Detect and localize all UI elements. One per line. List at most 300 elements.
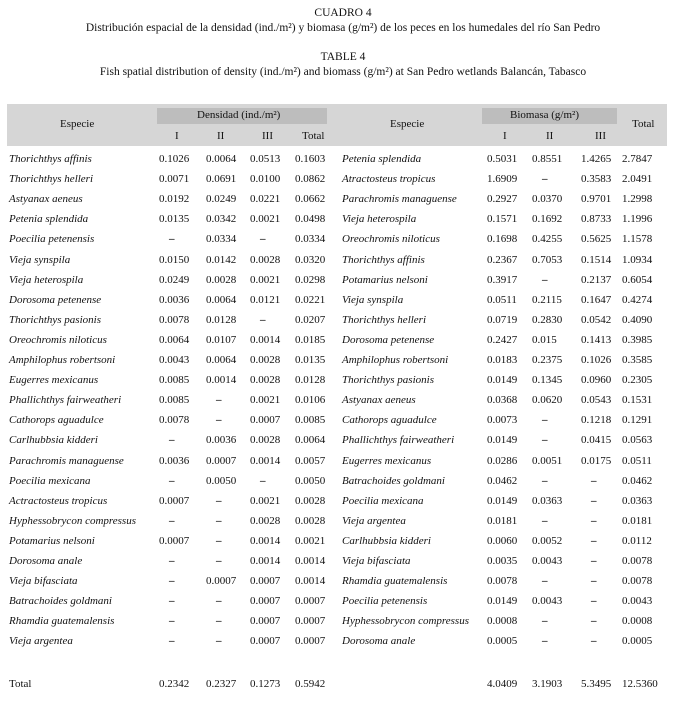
density-value-cell: 0.0050 [206, 474, 237, 487]
density-species-name: Oreochromis niloticus [9, 333, 107, 346]
density-value-cell: 0.0128 [295, 374, 326, 387]
density-value-cell: 0.0498 [295, 213, 326, 226]
biomass-species-name: Eugerres mexicanus [342, 454, 432, 467]
table-row [7, 410, 667, 430]
table-caption [0, 6, 686, 80]
density-value-cell: – [216, 555, 222, 567]
biomass-value-cell: – [542, 273, 548, 286]
biomass-value-cell: 0.0043 [622, 595, 653, 608]
biomass-species-name: Astyanax aeneus [342, 394, 416, 407]
density-value-cell: 0.0064 [206, 293, 237, 306]
density-value-cell: 0.0862 [295, 173, 326, 186]
density-value-cell: – [169, 233, 175, 246]
caption-es-label: CUADRO 4 [314, 7, 372, 19]
totals-label: Total [9, 678, 32, 690]
density-value-cell: 0.0249 [206, 193, 237, 206]
biomass-value-cell: 0.0415 [581, 434, 612, 447]
density-value-cell: 0.0221 [250, 193, 281, 206]
density-value-cell: 0.0298 [295, 273, 326, 286]
biomass-species-name: Amphilophus robertsoni [342, 354, 449, 366]
density-value-cell: 0.0007 [206, 454, 237, 467]
header-d-col-1: I [175, 130, 179, 142]
biomass-value-cell: 1.1996 [622, 213, 653, 226]
table-row [7, 571, 667, 591]
biomass-value-cell: – [591, 534, 597, 547]
biomass-species-name: Thorichthys helleri [342, 313, 427, 326]
density-species-name: Parachromis managuense [9, 454, 124, 467]
density-value-cell: 0.0085 [159, 374, 190, 387]
biomass-value-cell: 0.1571 [487, 213, 518, 226]
biomass-value-cell: 0.0370 [532, 193, 563, 206]
density-value-cell: 0.0050 [295, 474, 326, 487]
biomass-species-name: Cathorops aguadulce [342, 414, 437, 427]
biomass-value-cell: 0.0078 [622, 575, 653, 588]
density-species-name: Batrachoides goldmani [9, 595, 112, 608]
density-value-cell: 0.0207 [295, 313, 326, 326]
density-species-name: Cathorops aguadulce [9, 414, 104, 427]
density-species-name: Thorichthys helleri [9, 173, 94, 186]
biomass-value-cell: 0.0008 [487, 615, 518, 628]
biomass-value-cell: 0.3985 [622, 333, 653, 346]
density-value-cell: 0.0028 [250, 514, 281, 527]
biomass-value-cell: 0.1531 [622, 394, 653, 407]
density-value-cell: – [216, 394, 222, 407]
density-species-name: Carlhubbsia kidderi [9, 434, 98, 447]
density-species-name: Vieja argentea [9, 635, 73, 648]
density-value-cell: 0.0014 [250, 534, 281, 547]
biomass-value-cell: 0.015 [532, 333, 557, 346]
header-d-col-2: II [217, 130, 225, 142]
biomass-species-name: Hyphessobrycon compressus [342, 615, 469, 628]
table-row [7, 611, 667, 631]
biomass-species-name: Potamarius nelsoni [342, 273, 428, 286]
biomass-value-cell: 0.0511 [487, 293, 517, 306]
density-value-cell: 0.0014 [206, 374, 237, 387]
biomass-species-name: Carlhubbsia kidderi [342, 534, 431, 547]
biomass-value-cell: 2.7847 [622, 153, 653, 165]
biomass-species-name: Vieja synspila [342, 293, 404, 306]
biomass-value-cell: – [542, 173, 548, 186]
density-value-cell: 0.0028 [295, 514, 326, 527]
biomass-species-name: Thorichthys pasionis [342, 374, 434, 387]
biomass-species-name: Parachromis managuense [342, 193, 457, 206]
density-value-cell: 0.0249 [159, 273, 190, 286]
biomass-value-cell: 0.0368 [487, 394, 518, 407]
biomass-value-cell: 0.0563 [622, 434, 653, 447]
biomass-value-cell: 0.0183 [487, 354, 518, 366]
biomass-value-cell: 0.0008 [622, 615, 653, 628]
biomass-value-cell: 0.0112 [622, 534, 652, 547]
density-value-cell: – [216, 494, 222, 507]
density-value-cell: 0.0064 [159, 333, 190, 346]
total-density-1: 0.2342 [159, 678, 190, 690]
density-value-cell: 0.0057 [295, 454, 326, 467]
biomass-value-cell: 0.0149 [487, 374, 518, 387]
density-species-name: Dorosoma anale [9, 555, 83, 567]
table-row [7, 471, 667, 491]
biomass-value-cell: 0.0060 [487, 534, 518, 547]
biomass-value-cell: 0.0543 [581, 394, 612, 407]
biomass-value-cell: 0.0149 [487, 494, 518, 507]
density-value-cell: 0.0662 [295, 193, 326, 206]
header-biomasa: Biomasa (g/m²) [510, 109, 579, 121]
total-density-2: 0.2327 [206, 678, 237, 690]
biomass-value-cell: 0.2830 [532, 313, 563, 326]
density-value-cell: 0.0085 [295, 414, 326, 427]
biomass-value-cell: 0.0620 [532, 394, 563, 407]
density-value-cell: 0.0107 [206, 333, 237, 346]
header-especie-right: Especie [390, 118, 425, 130]
biomass-species-name: Dorosoma anale [342, 635, 416, 648]
biomass-value-cell: 0.0960 [581, 374, 612, 387]
table-row [7, 169, 667, 189]
biomass-value-cell: 0.2375 [532, 354, 563, 366]
density-value-cell: – [260, 474, 266, 487]
biomass-value-cell: 0.3583 [581, 173, 612, 186]
biomass-value-cell: 0.0286 [487, 454, 518, 467]
table-row [7, 149, 667, 169]
density-species-name: Eugerres mexicanus [9, 374, 99, 387]
header-especie-left: Especie [60, 118, 95, 130]
density-species-name: Potamarius nelsoni [9, 534, 95, 547]
table-row [7, 250, 667, 270]
table-row [7, 370, 667, 390]
biomass-value-cell: 0.9701 [581, 193, 612, 206]
density-value-cell: 0.0014 [250, 333, 281, 346]
biomass-value-cell: – [591, 514, 597, 527]
biomass-value-cell: 0.0175 [581, 454, 612, 467]
biomass-species-name: Dorosoma petenense [342, 333, 435, 346]
biomass-value-cell: 0.0363 [622, 494, 653, 507]
biomass-value-cell: – [542, 474, 548, 487]
biomass-value-cell: 0.0462 [622, 474, 653, 487]
biomass-value-cell: 0.1291 [622, 414, 653, 427]
biomass-value-cell: 0.0149 [487, 434, 518, 447]
biomass-value-cell: 0.1647 [581, 293, 612, 306]
density-value-cell: 0.0192 [159, 193, 190, 206]
density-value-cell: 0.0028 [206, 273, 237, 286]
biomass-value-cell: 0.2927 [487, 193, 518, 206]
density-value-cell: 0.0513 [250, 153, 281, 165]
density-species-name: Astyanax aeneus [9, 193, 83, 206]
density-value-cell: 0.0007 [250, 414, 281, 427]
density-value-cell: – [169, 514, 175, 527]
biomass-value-cell: – [542, 615, 548, 628]
density-value-cell: 0.0021 [295, 534, 326, 547]
density-value-cell: 0.0007 [206, 575, 237, 588]
density-value-cell: 0.0064 [206, 153, 237, 165]
biomass-value-cell: – [591, 474, 597, 487]
density-value-cell: – [169, 575, 175, 588]
biomass-species-name: Oreochromis niloticus [342, 233, 440, 246]
density-value-cell: 0.0007 [250, 635, 281, 648]
table-header [7, 104, 667, 146]
density-value-cell: – [216, 595, 222, 608]
density-value-cell: 0.0142 [206, 253, 237, 266]
biomass-value-cell: 0.0462 [487, 474, 518, 487]
density-value-cell: 0.0007 [295, 595, 326, 608]
biomass-value-cell: – [591, 615, 597, 628]
biomass-value-cell: 0.1514 [581, 253, 612, 266]
density-value-cell: – [169, 434, 175, 447]
header-d-col-total: Total [302, 130, 325, 142]
header-densidad: Densidad (ind./m²) [197, 109, 281, 121]
density-value-cell: 0.0007 [159, 494, 190, 507]
total-density-3: 0.1273 [250, 678, 281, 690]
density-value-cell: – [260, 313, 266, 326]
density-value-cell: 0.0064 [295, 434, 326, 447]
density-species-name: Rhamdia guatemalensis [9, 615, 115, 628]
density-value-cell: – [169, 635, 175, 648]
biomass-value-cell: 0.0005 [622, 635, 653, 648]
biomass-species-name: Poecilia petenensis [342, 595, 428, 608]
biomass-species-name: Atractosteus tropicus [342, 173, 436, 186]
density-value-cell: 0.0334 [206, 233, 237, 246]
table-row [7, 551, 667, 571]
density-value-cell: 0.0021 [250, 394, 281, 407]
biomass-value-cell: 0.0511 [622, 454, 652, 467]
density-value-cell: 0.0036 [159, 293, 190, 306]
density-value-cell: – [216, 514, 222, 527]
biomass-value-cell: 0.0719 [487, 313, 518, 326]
biomass-species-name: Poecilia mexicana [342, 494, 424, 507]
density-value-cell: 0.0100 [250, 173, 281, 186]
biomass-value-cell: – [591, 555, 597, 567]
density-value-cell: 0.0221 [295, 293, 326, 306]
density-value-cell: – [216, 414, 222, 427]
biomass-value-cell: 0.0542 [581, 313, 612, 326]
density-value-cell: 0.0085 [159, 394, 190, 407]
density-value-cell: – [216, 615, 222, 628]
biomass-value-cell: 0.4090 [622, 313, 653, 326]
biomass-species-name: Phallichthys fairweatheri [342, 434, 455, 447]
biomass-value-cell: 0.5031 [487, 153, 518, 165]
density-value-cell: 0.0334 [295, 233, 326, 246]
biomass-value-cell: 0.0181 [487, 514, 518, 527]
biomass-value-cell: 0.8733 [581, 213, 612, 226]
table-row [7, 290, 667, 310]
header-d-col-3: III [262, 130, 273, 142]
density-value-cell: 0.1603 [295, 153, 326, 165]
table-row [7, 591, 667, 611]
density-value-cell: 0.0135 [159, 213, 190, 226]
table-row [7, 511, 667, 531]
biomass-species-name: Vieja bifasciata [342, 555, 411, 567]
biomass-value-cell: – [591, 595, 597, 608]
density-value-cell: 0.0028 [250, 434, 281, 447]
biomass-value-cell: – [542, 434, 548, 447]
biomass-value-cell: 0.0005 [487, 635, 518, 648]
table-row [7, 491, 667, 511]
biomass-species-name: Rhamdia guatemalensis [342, 575, 448, 588]
density-value-cell: 0.0007 [159, 534, 190, 547]
density-species-name: Vieja bifasciata [9, 575, 78, 588]
density-value-cell: 0.0014 [250, 555, 281, 567]
density-value-cell: 0.0007 [295, 635, 326, 648]
total-biomass-sum: 12.5360 [622, 678, 658, 690]
density-value-cell: 0.1026 [159, 153, 190, 165]
header-b-col-total: Total [632, 118, 655, 130]
density-species-name: Poecilia petenensis [9, 233, 95, 246]
density-value-cell: 0.0150 [159, 253, 190, 266]
density-value-cell: 0.0021 [250, 494, 281, 507]
biomass-value-cell: 0.5625 [581, 233, 612, 246]
density-value-cell: – [169, 474, 175, 487]
caption-en-title: Fish spatial distribution of density (ind./m²) and biomass (g/m²) at San Pedro wetlands Balancán, Tabasco [99, 66, 587, 78]
density-species-name: Thorichthys pasionis [9, 313, 101, 326]
density-species-name: Vieja heterospila [9, 273, 84, 286]
density-value-cell: 0.0028 [295, 494, 326, 507]
biomass-value-cell: – [542, 575, 548, 588]
density-value-cell: – [169, 595, 175, 608]
total-density-sum: 0.5942 [295, 678, 326, 690]
density-value-cell: 0.0106 [295, 394, 326, 407]
table-row [7, 229, 667, 249]
density-value-cell: 0.0135 [295, 354, 326, 366]
header-b-col-2: II [546, 130, 554, 142]
density-value-cell: 0.0014 [295, 555, 326, 567]
density-value-cell: 0.0007 [250, 615, 281, 628]
density-value-cell: 0.0320 [295, 253, 326, 266]
table-row [7, 451, 667, 471]
biomass-value-cell: 0.0043 [532, 555, 563, 567]
biomass-value-cell: – [591, 494, 597, 507]
biomass-value-cell: 0.2367 [487, 253, 518, 266]
density-value-cell: 0.0342 [206, 213, 237, 226]
density-value-cell: 0.0028 [250, 374, 281, 387]
table-row [7, 189, 667, 209]
density-value-cell: 0.0014 [250, 454, 281, 467]
biomass-value-cell: 0.3917 [487, 273, 518, 286]
density-value-cell: – [169, 615, 175, 628]
caption-en-label: TABLE 4 [320, 51, 366, 63]
biomass-value-cell: 0.0078 [487, 575, 518, 588]
biomass-value-cell: 0.0051 [532, 454, 563, 467]
biomass-value-cell: 0.2115 [532, 293, 562, 306]
biomass-value-cell: 0.0181 [622, 514, 653, 527]
density-species-name: Amphilophus robertsoni [9, 354, 116, 366]
biomass-value-cell: 2.0491 [622, 173, 653, 186]
caption-es-title: Distribución espacial de la densidad (ind./m²) y biomasa (g/m²) de los peces en los humedales del río San Pedro [85, 22, 601, 34]
density-value-cell: – [260, 233, 266, 246]
density-value-cell: 0.0078 [159, 313, 190, 326]
biomass-value-cell: 0.3585 [622, 354, 653, 366]
density-value-cell: – [216, 635, 222, 648]
density-value-cell: 0.0007 [295, 615, 326, 628]
density-species-name: Thorichthys affinis [9, 153, 92, 165]
density-species-name: Dorosoma petenense [9, 293, 102, 306]
table-row [7, 531, 667, 551]
biomass-value-cell: 0.1413 [581, 333, 612, 346]
density-value-cell: 0.0185 [295, 333, 326, 346]
biomass-value-cell: – [542, 414, 548, 427]
density-value-cell: 0.0078 [159, 414, 190, 427]
biomass-species-name: Batrachoides goldmani [342, 474, 445, 487]
density-value-cell: 0.0064 [206, 354, 237, 366]
biomass-value-cell: 1.0934 [622, 253, 653, 266]
biomass-value-cell: 0.0043 [532, 595, 563, 608]
totals-row [7, 674, 667, 694]
biomass-value-cell: 0.4274 [622, 293, 653, 306]
biomass-species-name: Vieja heterospila [342, 213, 417, 226]
table-row [7, 631, 667, 651]
biomass-value-cell: 1.6909 [487, 173, 518, 186]
table-row [7, 270, 667, 290]
biomass-value-cell: 0.4255 [532, 233, 563, 246]
total-biomass-2: 3.1903 [532, 678, 563, 690]
biomass-species-name: Thorichthys affinis [342, 253, 425, 266]
biomass-value-cell: 0.2137 [581, 273, 612, 286]
biomass-value-cell: – [591, 635, 597, 648]
density-species-name: Phallichthys fairweatheri [9, 394, 122, 407]
density-value-cell: 0.0021 [250, 273, 281, 286]
density-species-name: Petenia splendida [9, 213, 89, 226]
density-value-cell: 0.0121 [250, 293, 281, 306]
table-row [7, 350, 667, 370]
table-row [7, 310, 667, 330]
biomass-value-cell: 0.0149 [487, 595, 518, 608]
density-value-cell: 0.0071 [159, 173, 190, 186]
biomass-value-cell: 0.0052 [532, 534, 563, 547]
density-value-cell: 0.0021 [250, 213, 281, 226]
density-value-cell: 0.0007 [250, 595, 281, 608]
biomass-value-cell: 0.1692 [532, 213, 563, 226]
table-row [7, 330, 667, 350]
biomass-value-cell: – [542, 635, 548, 648]
biomass-value-cell: 0.2305 [622, 374, 653, 387]
biomass-value-cell: 0.6054 [622, 273, 653, 286]
biomass-value-cell: 0.0363 [532, 494, 563, 507]
density-value-cell: 0.0036 [159, 454, 190, 467]
biomass-value-cell: 0.1026 [581, 354, 612, 366]
header-b-col-1: I [503, 130, 507, 142]
biomass-value-cell: 0.0078 [622, 555, 653, 567]
density-value-cell: 0.0128 [206, 313, 237, 326]
biomass-value-cell: 1.4265 [581, 153, 612, 165]
biomass-value-cell: – [591, 575, 597, 588]
header-b-col-3: III [595, 130, 606, 142]
density-value-cell: – [169, 555, 175, 567]
biomass-value-cell: 0.2427 [487, 333, 518, 346]
biomass-value-cell: – [542, 514, 548, 527]
density-value-cell: 0.0014 [295, 575, 326, 588]
total-biomass-3: 5.3495 [581, 678, 612, 690]
density-species-name: Vieja synspila [9, 253, 71, 266]
biomass-value-cell: 1.2998 [622, 193, 653, 206]
table-row [7, 430, 667, 450]
biomass-value-cell: 0.1218 [581, 414, 612, 427]
biomass-species-name: Vieja argentea [342, 514, 406, 527]
density-value-cell: 0.0028 [250, 253, 281, 266]
biomass-species-name: Petenia splendida [342, 153, 422, 165]
biomass-value-cell: 0.0035 [487, 555, 518, 567]
density-species-name: Hyphessobrycon compressus [9, 514, 136, 527]
table-row [7, 209, 667, 229]
density-value-cell: 0.0028 [250, 354, 281, 366]
biomass-value-cell: 0.8551 [532, 153, 563, 165]
density-value-cell: 0.0691 [206, 173, 237, 186]
density-value-cell: 0.0043 [159, 354, 190, 366]
density-species-name: Poecilia mexicana [9, 474, 91, 487]
total-biomass-1: 4.0409 [487, 678, 518, 690]
biomass-value-cell: 0.0073 [487, 414, 518, 427]
density-value-cell: 0.0007 [250, 575, 281, 588]
table-row [7, 390, 667, 410]
biomass-value-cell: 0.1345 [532, 374, 563, 387]
biomass-value-cell: 0.7053 [532, 253, 563, 266]
density-species-name: Actractosteus tropicus [9, 494, 108, 507]
density-value-cell: 0.0036 [206, 434, 237, 447]
